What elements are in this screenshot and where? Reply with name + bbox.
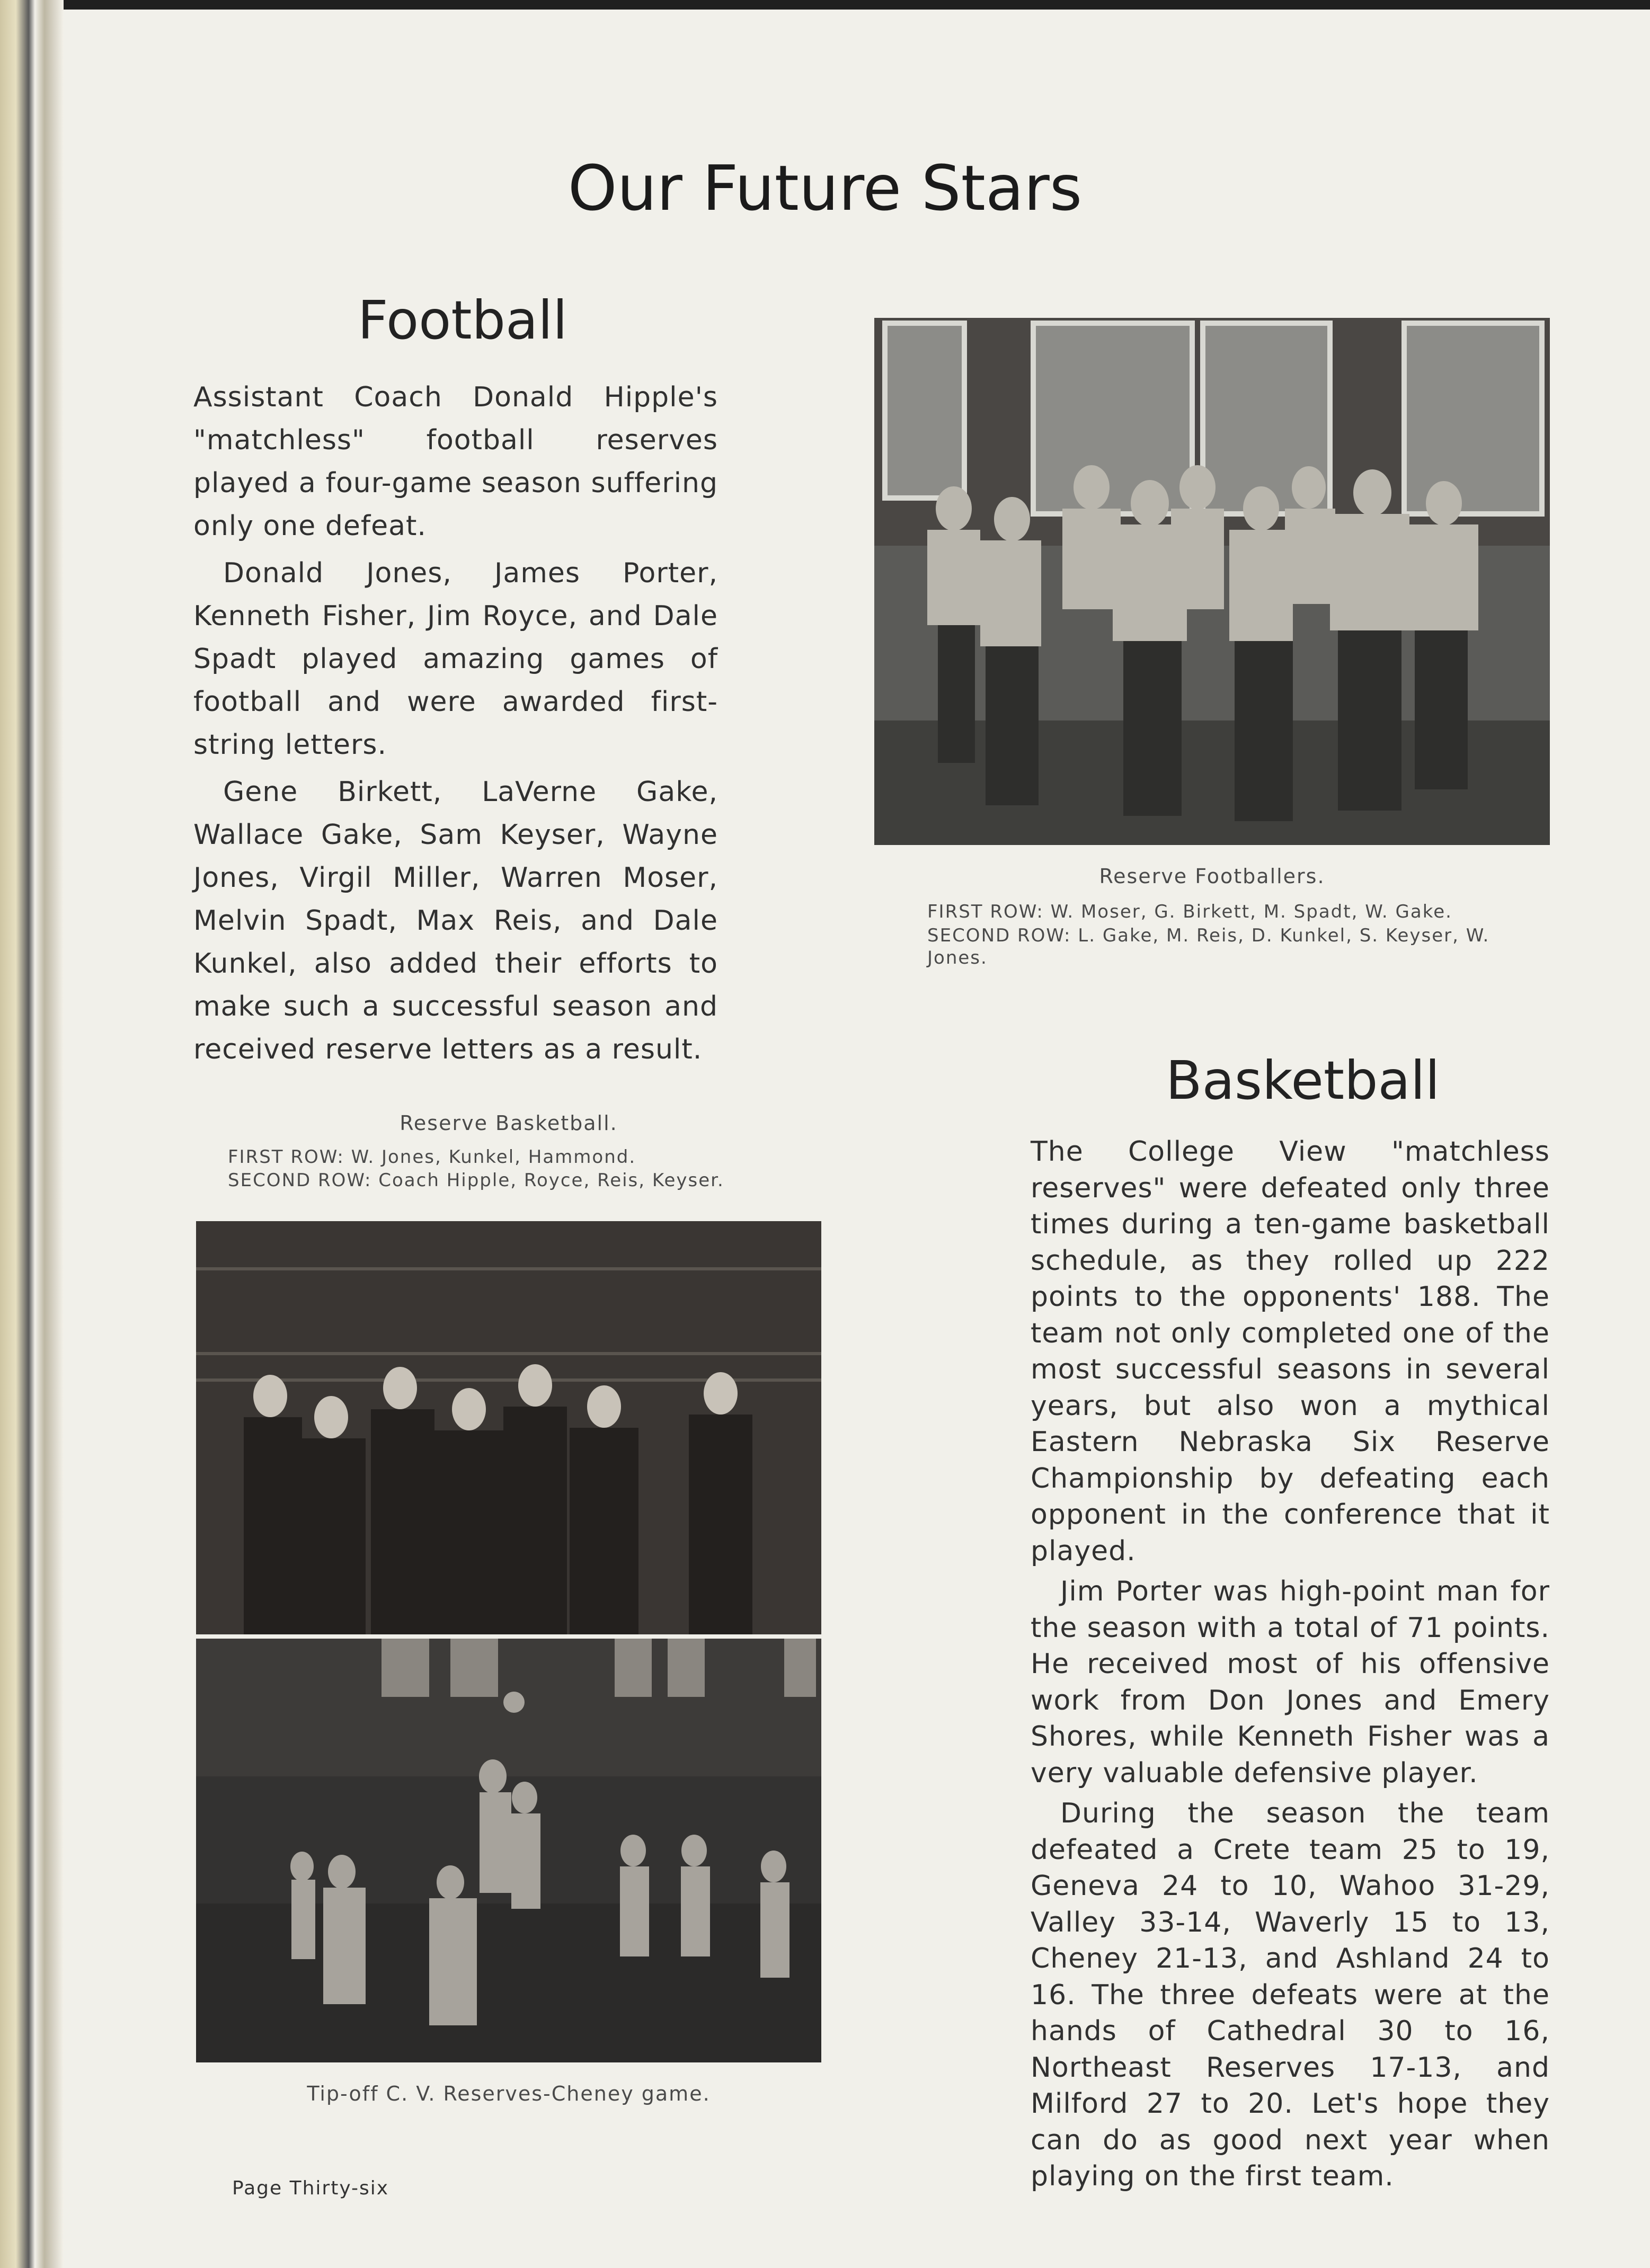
footballers-caption-row1: FIRST ROW: W. Moser, G. Birkett, M. Spadt, W. Gake. — [927, 901, 1452, 922]
football-heading: Football — [358, 289, 567, 351]
footballers-caption-title: Reserve Footballers. — [1099, 865, 1325, 888]
page-number: Page Thirty-six — [232, 2177, 389, 2199]
football-paragraph-1: Assistant Coach Donald Hipple's "matchless" football reserves played a four-game season suffering only one defeat. — [193, 381, 718, 542]
top-edge — [0, 0, 1650, 10]
basketball-caption-title: Reserve Basketball. — [400, 1111, 618, 1135]
book-spine — [0, 0, 64, 2268]
basketball-heading: Basketball — [1166, 1049, 1440, 1111]
basketball-paragraph-1: The College View "matchless reserves" were defeated only three times during a ten-game basketball schedule, as they rolled up 222 points to the opponents' 188. The team not only completed one of the most successful seasons in several years, but also won a mythical Eastern Nebraska Six Reserve Championship by defeating each opponent in the conference that it played. — [1031, 1136, 1550, 1567]
football-paragraph-2: Donald Jones, James Porter, Kenneth Fisher, Jim Royce, and Dale Spadt played amazing games of football and were awarded first-string letters. — [193, 557, 718, 761]
page-title: Our Future Stars — [567, 152, 1083, 225]
footballers-caption-row2: SECOND ROW: L. Gake, M. Reis, D. Kunkel, S. Keyser, W. Jones. — [927, 925, 1490, 968]
basketball-caption-row2: SECOND ROW: Coach Hipple, Royce, Reis, Keyser. — [228, 1170, 724, 1191]
football-article — [193, 376, 718, 1075]
reserve-footballers-photo — [874, 318, 1550, 845]
basketball-paragraph-2: Jim Porter was high-point man for the season with a total of 71 points. He received most of his offensive work from Don Jones and Emery Shores, while Kenneth Fisher was a very valuable defensive player. — [1031, 1576, 1550, 1789]
basketball-caption-row1: FIRST ROW: W. Jones, Kunkel, Hammond. — [228, 1146, 636, 1168]
basketball-paragraph-3: During the season the team defeated a Crete team 25 to 19, Geneva 24 to 10, Wahoo 31-29, Valley 33-14, Waverly 15 to 13, Cheney 21-13, and Ashland 24 to 16. The three defeats were at the hands of Cathedral 30 to 16, Northeast Reserves 17-13, and Milford 27 to 20. Let's hope they can do as good next year when playing on the first team. — [1031, 1798, 1550, 2192]
game-photo-caption: Tip-off C. V. Reserves-Cheney game. — [307, 2082, 711, 2105]
reserve-basketball-team-photo — [196, 1221, 821, 1634]
football-paragraph-3: Gene Birkett, LaVerne Gake, Wallace Gake, Sam Keyser, Wayne Jones, Virgil Miller, Warren Moser, Melvin Spadt, Max Reis, and Dale Kunkel, also added their efforts to make such a successful season and received reserve letters as a result. — [193, 776, 718, 1065]
tipoff-game-photo — [196, 1639, 821, 2062]
basketball-article — [1031, 1134, 1550, 2199]
